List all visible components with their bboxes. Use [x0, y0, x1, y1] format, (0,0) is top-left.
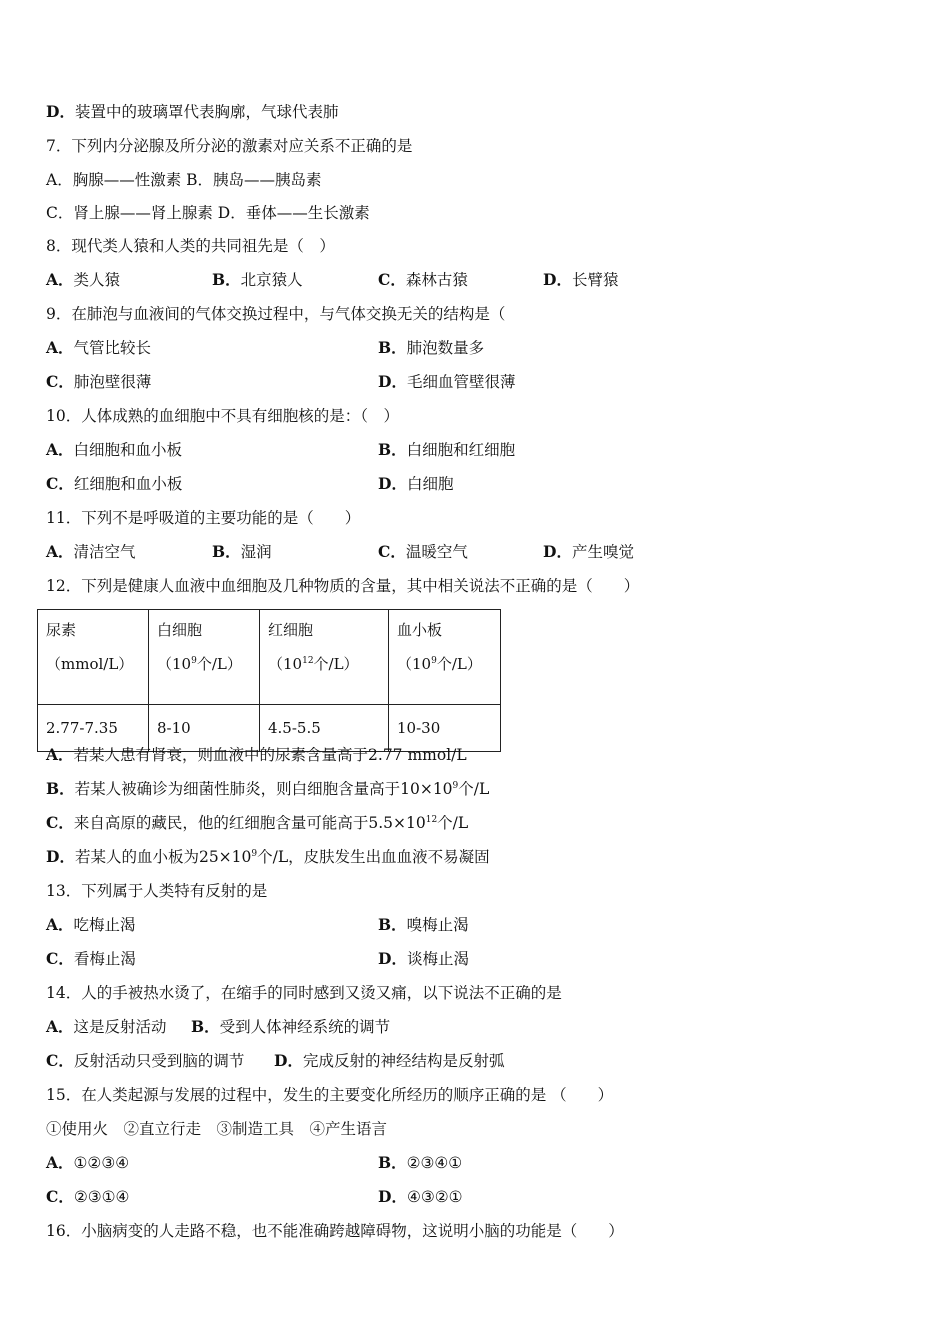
option-text: 吃梅止渴: [73, 916, 136, 934]
option-label: D．: [378, 1187, 407, 1206]
option-label: D．: [274, 1051, 303, 1070]
q10-option-b: [378, 440, 515, 460]
option-text: 长臂猿: [571, 271, 619, 289]
q15-items: ①使用火 ②直立行走 ③制造工具 ④产生语言: [46, 1120, 388, 1138]
option-text: 若某人患有肾衰，则血液中的尿素含量高于2.77 mmol/L: [73, 746, 467, 764]
q9-option-d: [378, 372, 515, 392]
option-text: 来自高原的藏民，他的红细胞含量可能高于$5.5\times 10^{12}$个/L: [73, 814, 469, 832]
q11-option-b: [212, 542, 272, 562]
option-label: B．: [378, 338, 407, 357]
column-title: 血小板: [397, 621, 443, 639]
q13-option-d: [378, 949, 469, 969]
table-header-cell: [260, 610, 389, 705]
option-text: 若某人的血小板为$25\times 10^9$个/L，皮肤发生出血血液不易凝固: [74, 848, 490, 866]
table-cell: 2.77-7.35: [38, 705, 149, 752]
q15-option-a: [46, 1153, 129, 1173]
q14-option-b: [191, 1017, 390, 1037]
q12-stem: 12．下列是健康人血液中血细胞及几种物质的含量，其中相关说法不正确的是（ ）: [46, 577, 640, 595]
option-text: 白细胞: [406, 475, 454, 493]
option-label: B．: [378, 915, 407, 934]
option-label: B．: [378, 1153, 407, 1172]
column-unit: （$10^9$个/L）: [397, 655, 482, 673]
option-text: 嗅梅止渴: [406, 916, 469, 934]
q14-option-c: [46, 1051, 244, 1071]
blood-table: [37, 609, 501, 752]
option-label: A．: [46, 542, 74, 561]
option-text: 类人猿: [73, 271, 121, 289]
option-text: 白细胞和血小板: [73, 441, 183, 459]
q11-stem: 11．下列不是呼吸道的主要功能的是（ ）: [46, 509, 361, 527]
table-header-cell: [149, 610, 260, 705]
option-label: A．: [46, 1017, 74, 1036]
q10-stem: 10．人体成熟的血细胞中不具有细胞核的是：（ ）: [46, 407, 399, 425]
q8-option-a: [46, 270, 120, 290]
q7-options-ab: A．胸腺——性激素 B．胰岛——胰岛素: [46, 171, 322, 189]
option-text: ①②③④: [73, 1154, 130, 1172]
q8-option-c: [378, 270, 468, 290]
option-label: B．: [191, 1017, 220, 1036]
option-text: ④③②①: [406, 1188, 463, 1206]
column-unit: （mmol/L）: [46, 655, 134, 673]
option-label: A．: [46, 915, 74, 934]
column-title: 红细胞: [268, 621, 314, 639]
column-unit: （$10^{12}$个/L）: [268, 655, 359, 673]
option-label: C．: [46, 949, 74, 968]
option-text: 毛细血管壁很薄: [406, 373, 516, 391]
q12-option-d: [46, 847, 490, 867]
option-text: 气管比较长: [73, 339, 152, 357]
option-text: 若某人被确诊为细菌性肺炎，则白细胞含量高于$10\times 10^9$个/L: [74, 780, 490, 798]
q9-stem: 9．在肺泡与血液间的气体交换过程中，与气体交换无关的结构是（: [46, 305, 506, 323]
option-label: C．: [46, 474, 74, 493]
q9-option-c: [46, 372, 151, 392]
q7-options-cd: C．肾上腺——肾上腺素 D．垂体——生长激素: [46, 204, 370, 222]
option-label: C．: [46, 372, 74, 391]
option-text: 温暖空气: [405, 543, 468, 561]
q12-option-b: [46, 779, 489, 799]
option-text: 谈梅止渴: [406, 950, 469, 968]
q13-option-b: [378, 915, 469, 935]
option-text: 完成反射的神经结构是反射弧: [302, 1052, 505, 1070]
q15-stem: 15．在人类起源与发展的过程中，发生的主要变化所经历的顺序正确的是 （ ）: [46, 1086, 614, 1104]
option-label: A．: [46, 1153, 74, 1172]
option-label: C．: [46, 1187, 74, 1206]
q9-option-a: [46, 338, 151, 358]
option-text: 红细胞和血小板: [73, 475, 183, 493]
option-text: 清洁空气: [73, 543, 136, 561]
q14-option-d: [274, 1051, 504, 1071]
q13-option-c: [46, 949, 136, 969]
option-label: D．: [378, 372, 407, 391]
q13-option-a: [46, 915, 136, 935]
q13-stem: 13．下列属于人类特有反射的是: [46, 882, 268, 900]
option-label: C．: [378, 270, 406, 289]
option-label: B．: [46, 779, 75, 798]
q16-stem: 16．小脑病变的人走路不稳，也不能准确跨越障碍物，这说明小脑的功能是（ ）: [46, 1222, 624, 1240]
q10-option-a: [46, 440, 182, 460]
q15-option-c: [46, 1187, 129, 1207]
option-text: ②③①④: [73, 1188, 130, 1206]
q11-option-c: [378, 542, 468, 562]
table-header-cell: [38, 610, 149, 705]
column-unit: （$10^9$个/L）: [157, 655, 242, 673]
option-text: 北京猿人: [240, 271, 303, 289]
option-text: 肺泡数量多: [406, 339, 485, 357]
option-text: 反射活动只受到脑的调节: [73, 1052, 245, 1070]
option-text: 产生嗅觉: [571, 543, 634, 561]
q8-stem: 8．现代类人猿和人类的共同祖先是（ ）: [46, 237, 335, 255]
option-label: C．: [378, 542, 406, 561]
option-label: D．: [46, 847, 75, 866]
table-header-cell: [389, 610, 501, 705]
q12-option-c: [46, 813, 468, 833]
q11-option-d: [543, 542, 634, 562]
option-label: B．: [212, 542, 241, 561]
option-label: C．: [46, 1051, 74, 1070]
option-label: A．: [46, 338, 74, 357]
q15-option-d: [378, 1187, 463, 1207]
option-label: C．: [46, 813, 74, 832]
option-label: B．: [378, 440, 407, 459]
table-cell: 10-30: [389, 705, 501, 752]
option-label: D．: [378, 474, 407, 493]
option-text: ②③④①: [406, 1154, 463, 1172]
option-label: A．: [46, 440, 74, 459]
q10-option-d: [378, 474, 453, 494]
option-text: 看梅止渴: [73, 950, 136, 968]
option-label: D．: [543, 542, 572, 561]
q12-option-a: [46, 745, 467, 765]
option-text: 白细胞和红细胞: [406, 441, 516, 459]
option-label: A．: [46, 745, 74, 764]
option-label: D．: [543, 270, 572, 289]
option-label: A．: [46, 270, 74, 289]
option-label: D．: [46, 102, 75, 121]
option-text: 湿润: [240, 543, 272, 561]
option-label: D．: [378, 949, 407, 968]
column-title: 白细胞: [157, 621, 203, 639]
q8-option-b: [212, 270, 303, 290]
option-text: 森林古猿: [405, 271, 468, 289]
q9-option-b: [378, 338, 484, 358]
q7-stem: 7．下列内分泌腺及所分泌的激素对应关系不正确的是: [46, 137, 413, 155]
q11-option-a: [46, 542, 136, 562]
option-text: 装置中的玻璃罩代表胸廓，气球代表肺: [74, 103, 339, 121]
option-label: B．: [212, 270, 241, 289]
q8-option-d: [543, 270, 618, 290]
q15-option-b: [378, 1153, 462, 1173]
q10-option-c: [46, 474, 182, 494]
table-header-row: [38, 610, 501, 705]
q6-option-d: [46, 102, 338, 122]
option-text: 这是反射活动: [73, 1018, 167, 1036]
q14-stem: 14．人的手被热水烫了，在缩手的同时感到又烫又痛，以下说法不正确的是: [46, 984, 562, 1002]
table-cell: 8-10: [149, 705, 260, 752]
q14-option-a: [46, 1017, 167, 1037]
option-text: 受到人体神经系统的调节: [219, 1018, 391, 1036]
option-text: 肺泡壁很薄: [73, 373, 152, 391]
table-cell: 4.5-5.5: [260, 705, 389, 752]
column-title: 尿素: [46, 621, 77, 639]
